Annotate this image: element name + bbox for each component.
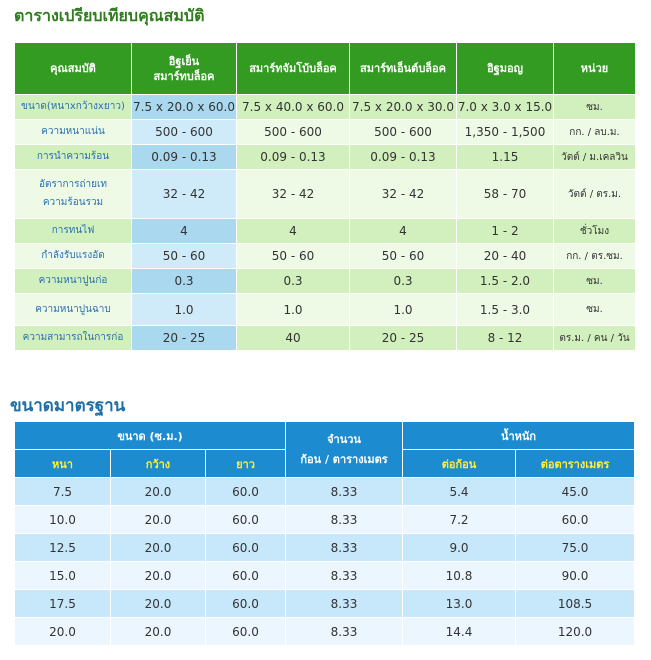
standard-cell: 10.8 <box>403 562 516 590</box>
property-label: ขนาด(หนาxกว้างxยาว) <box>15 95 132 120</box>
standard-size-table <box>14 421 635 646</box>
property-unit: ตร.ม. / คน / วัน <box>554 326 636 351</box>
property-label: ความสามารถในการก่อ <box>15 326 132 351</box>
property-unit: ซม. <box>554 95 636 120</box>
property-label: กำลังรับแรงอัด <box>15 244 132 269</box>
property-value: 1,350 - 1,500 <box>457 120 554 145</box>
standard-row <box>15 534 635 562</box>
property-unit: กก. / ตร.ซม. <box>554 244 636 269</box>
property-value: 20 - 25 <box>132 326 237 351</box>
standard-cell: 120.0 <box>516 618 635 646</box>
property-unit: ชั่วโมง <box>554 219 636 244</box>
standard-cell: 8.33 <box>286 590 403 618</box>
standard-cell: 20.0 <box>111 562 206 590</box>
property-value: 0.3 <box>237 269 350 294</box>
comparison-row <box>15 170 636 219</box>
standard-cell: 8.33 <box>286 478 403 506</box>
standard-cell: 60.0 <box>206 478 286 506</box>
property-label: ความหนาปูนก่อ <box>15 269 132 294</box>
header-ent-block: สมาร์ทเอ็นต์บล็อค <box>350 43 457 95</box>
property-value: 20 - 25 <box>350 326 457 351</box>
standard-title: ขนาดมาตรฐาน <box>10 396 126 416</box>
standard-cell: 90.0 <box>516 562 635 590</box>
standard-cell: 8.33 <box>286 534 403 562</box>
property-value: 20 - 40 <box>457 244 554 269</box>
header-clay-brick: อิฐมอญ <box>457 43 554 95</box>
property-value: 1.0 <box>237 294 350 326</box>
header-weight-per-block: ต่อก้อน <box>403 450 516 478</box>
property-value: 50 - 60 <box>350 244 457 269</box>
comparison-row <box>15 219 636 244</box>
property-value: 0.09 - 0.13 <box>350 145 457 170</box>
property-value: 50 - 60 <box>237 244 350 269</box>
property-label: การทนไฟ <box>15 219 132 244</box>
property-value: 4 <box>237 219 350 244</box>
property-label: ความหนาแน่น <box>15 120 132 145</box>
standard-cell: 13.0 <box>403 590 516 618</box>
comparison-header-row <box>15 43 636 95</box>
header-unit: หน่วย <box>554 43 636 95</box>
standard-cell: 8.33 <box>286 506 403 534</box>
property-value: 32 - 42 <box>237 170 350 219</box>
comparison-row <box>15 95 636 120</box>
property-value: 1.15 <box>457 145 554 170</box>
property-value: 7.5 x 20.0 x 30.0 <box>350 95 457 120</box>
standard-cell: 9.0 <box>403 534 516 562</box>
property-value: 1.0 <box>350 294 457 326</box>
standard-cell: 60.0 <box>206 534 286 562</box>
property-value: 32 - 42 <box>350 170 457 219</box>
standard-cell: 20.0 <box>111 534 206 562</box>
property-value: 0.3 <box>350 269 457 294</box>
property-label: อัตราการถ่ายเท ความร้อนรวม <box>15 170 132 219</box>
comparison-title: ตารางเปรียบเทียบคุณสมบัติ <box>14 6 205 25</box>
standard-cell: 15.0 <box>15 562 111 590</box>
standard-cell: 10.0 <box>15 506 111 534</box>
comparison-row <box>15 145 636 170</box>
property-value: 500 - 600 <box>237 120 350 145</box>
property-label: การนำความร้อน <box>15 145 132 170</box>
property-value: 1 - 2 <box>457 219 554 244</box>
property-value: 32 - 42 <box>132 170 237 219</box>
property-value: 0.09 - 0.13 <box>132 145 237 170</box>
standard-row <box>15 618 635 646</box>
property-unit: วัตต์ / ม.เคลวิน <box>554 145 636 170</box>
property-unit: กก. / ลบ.ม. <box>554 120 636 145</box>
property-value: 7.5 x 20.0 x 60.0 <box>132 95 237 120</box>
property-value: 50 - 60 <box>132 244 237 269</box>
comparison-row <box>15 269 636 294</box>
standard-cell: 17.5 <box>15 590 111 618</box>
standard-cell: 14.4 <box>403 618 516 646</box>
standard-cell: 60.0 <box>206 506 286 534</box>
property-value: 1.5 - 2.0 <box>457 269 554 294</box>
header-weight-group: น้ำหนัก <box>403 422 635 450</box>
comparison-row <box>15 294 636 326</box>
property-label: ความหนาปูนฉาบ <box>15 294 132 326</box>
standard-row <box>15 590 635 618</box>
standard-cell: 8.33 <box>286 618 403 646</box>
comparison-table <box>14 42 636 351</box>
standard-cell: 60.0 <box>206 618 286 646</box>
header-property: คุณสมบัติ <box>15 43 132 95</box>
standard-group-header-row <box>15 422 635 450</box>
standard-cell: 7.5 <box>15 478 111 506</box>
property-value: 500 - 600 <box>350 120 457 145</box>
standard-cell: 60.0 <box>206 590 286 618</box>
property-unit: ซม. <box>554 294 636 326</box>
standard-cell: 45.0 <box>516 478 635 506</box>
property-value: 7.0 x 3.0 x 15.0 <box>457 95 554 120</box>
standard-row <box>15 506 635 534</box>
standard-cell: 60.0 <box>516 506 635 534</box>
property-value: 4 <box>350 219 457 244</box>
header-count-per-sqm: จำนวน ก้อน / ตารางเมตร <box>286 422 403 478</box>
header-thickness: หนา <box>15 450 111 478</box>
property-value: 0.09 - 0.13 <box>237 145 350 170</box>
property-value: 0.3 <box>132 269 237 294</box>
standard-cell: 20.0 <box>111 506 206 534</box>
standard-cell: 5.4 <box>403 478 516 506</box>
standard-cell: 12.5 <box>15 534 111 562</box>
property-value: 58 - 70 <box>457 170 554 219</box>
standard-cell: 20.0 <box>111 590 206 618</box>
standard-cell: 7.2 <box>403 506 516 534</box>
standard-row <box>15 478 635 506</box>
standard-cell: 8.33 <box>286 562 403 590</box>
standard-cell: 60.0 <box>206 562 286 590</box>
property-value: 8 - 12 <box>457 326 554 351</box>
property-value: 4 <box>132 219 237 244</box>
standard-cell: 20.0 <box>111 478 206 506</box>
standard-cell: 20.0 <box>111 618 206 646</box>
property-value: 7.5 x 40.0 x 60.0 <box>237 95 350 120</box>
standard-row <box>15 562 635 590</box>
property-unit: ซม. <box>554 269 636 294</box>
property-value: 500 - 600 <box>132 120 237 145</box>
property-value: 40 <box>237 326 350 351</box>
header-weight-per-sqm: ต่อตารางเมตร <box>516 450 635 478</box>
header-length: ยาว <box>206 450 286 478</box>
property-value: 1.0 <box>132 294 237 326</box>
header-jumbo-block: สมาร์ทจัมโบ้บล็อค <box>237 43 350 95</box>
standard-cell: 108.5 <box>516 590 635 618</box>
comparison-row <box>15 326 636 351</box>
header-smart-block: อิฐเย็น สมาร์ทบล็อค <box>132 43 237 95</box>
comparison-row <box>15 244 636 269</box>
property-value: 1.5 - 3.0 <box>457 294 554 326</box>
standard-cell: 75.0 <box>516 534 635 562</box>
header-width: กว้าง <box>111 450 206 478</box>
property-unit: วัตต์ / ตร.ม. <box>554 170 636 219</box>
comparison-row <box>15 120 636 145</box>
header-size-group: ขนาด (ซ.ม.) <box>15 422 286 450</box>
standard-cell: 20.0 <box>15 618 111 646</box>
